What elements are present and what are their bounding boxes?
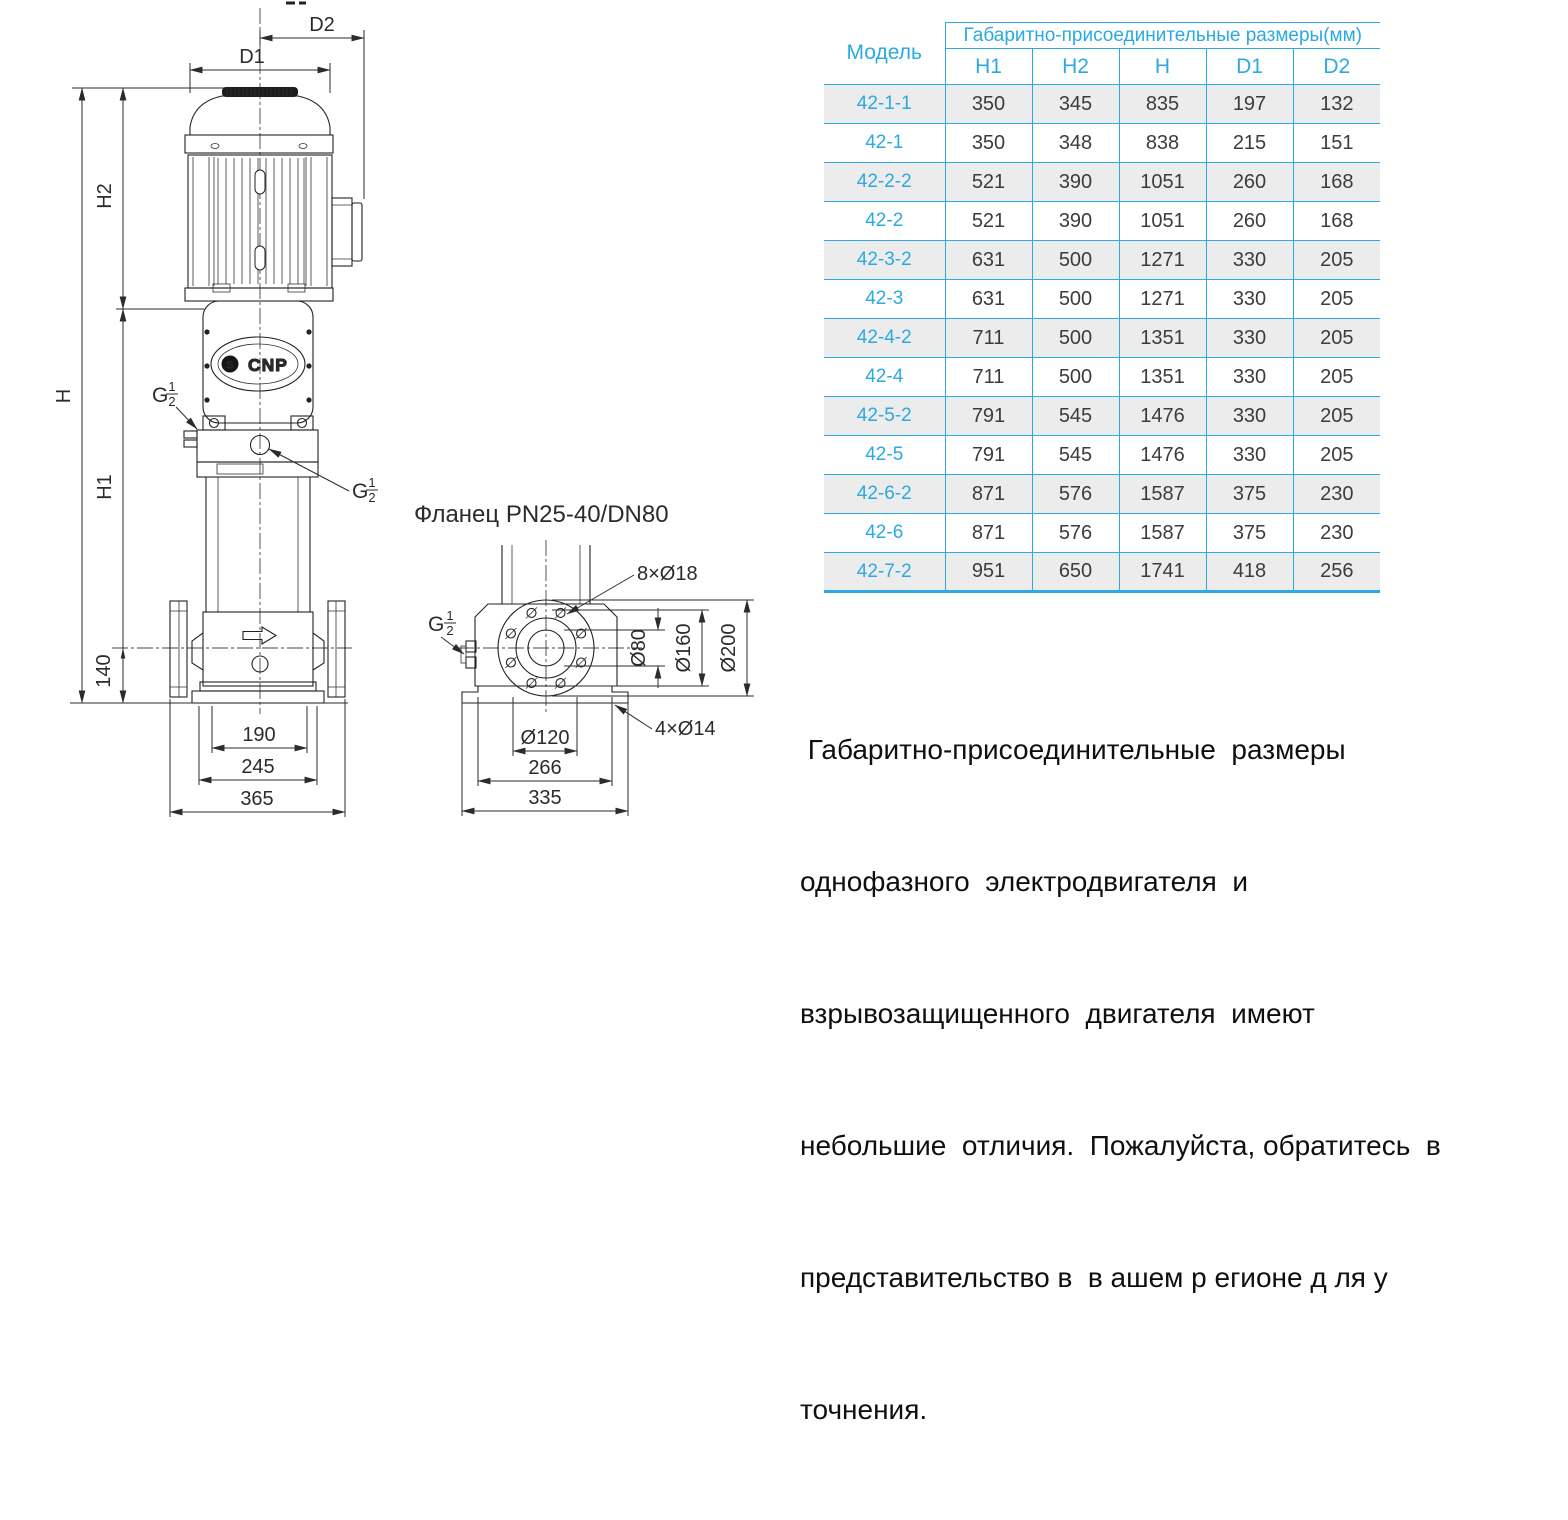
value-cell: 576 (1032, 475, 1119, 514)
value-cell: 205 (1293, 436, 1380, 475)
table-row (824, 514, 1380, 553)
dim-245-label: 245 (241, 756, 275, 778)
value-cell: 500 (1032, 358, 1119, 397)
model-column-header: Модель (846, 41, 922, 65)
d80-label: Ø80 (628, 629, 650, 667)
value-cell: 1741 (1119, 553, 1206, 592)
value-cell: 418 (1206, 553, 1293, 592)
model-cell: 42-3 (824, 280, 945, 319)
table-row (824, 358, 1380, 397)
value-cell: 1476 (1119, 397, 1206, 436)
value-cell: 1351 (1119, 319, 1206, 358)
value-cell: 205 (1293, 319, 1380, 358)
value-cell: 345 (1032, 85, 1119, 124)
dim-266-label: 266 (528, 757, 562, 779)
note-paragraph (800, 640, 1560, 1520)
cnp-logo-text: CNP (248, 355, 288, 375)
value-cell: 545 (1032, 436, 1119, 475)
value-cell: 348 (1032, 124, 1119, 163)
h1-label: H1 (94, 474, 116, 500)
model-cell: 42-4 (824, 358, 945, 397)
pump-technical-drawing (0, 0, 790, 911)
value-cell: 500 (1032, 280, 1119, 319)
dim-140-label: 140 (93, 654, 115, 688)
foot-holes-label: 4×Ø14 (655, 718, 716, 740)
value-cell: 330 (1206, 319, 1293, 358)
value-cell: 871 (945, 514, 1032, 553)
d120-label: Ø120 (520, 727, 570, 749)
centerlines (112, 8, 642, 714)
note-line: точнения. (800, 1394, 928, 1425)
model-cell: 42-2-2 (824, 163, 945, 202)
value-cell: 132 (1293, 85, 1380, 124)
value-cell: 711 (945, 319, 1032, 358)
value-cell: 230 (1293, 514, 1380, 553)
dimension-d2 (260, 14, 364, 199)
model-cell: 42-5-2 (824, 397, 945, 436)
base-lower (192, 691, 324, 703)
g-numerator: 1 (446, 608, 454, 623)
flange-title: Фланец PN25-40/DN80 (414, 501, 669, 528)
model-cell: 42-2 (824, 202, 945, 241)
dimension-d200 (552, 600, 754, 696)
value-cell: 871 (945, 475, 1032, 514)
column-header-h: H (1119, 49, 1206, 85)
value-cell: 1271 (1119, 241, 1206, 280)
note-line: однофазного электродвигателя и (800, 866, 1248, 897)
dim-365-label: 365 (240, 788, 274, 810)
note-line: взрывозащищенного двигателя имеют (800, 998, 1315, 1029)
pump-column (206, 477, 310, 612)
dimensions-table (824, 22, 1380, 593)
model-cell: 42-6 (824, 514, 945, 553)
table-header (824, 23, 1380, 85)
table-row (824, 553, 1380, 592)
g-denominator: 2 (168, 394, 176, 409)
model-cell: 42-7-2 (824, 553, 945, 592)
value-cell: 500 (1032, 319, 1119, 358)
d200-label: Ø200 (718, 623, 740, 673)
table-row (824, 319, 1380, 358)
value-cell: 205 (1293, 280, 1380, 319)
dim-190-label: 190 (242, 724, 276, 746)
column-header-h2: H2 (1032, 49, 1119, 85)
model-cell: 42-4-2 (824, 319, 945, 358)
value-cell: 390 (1032, 202, 1119, 241)
value-cell: 256 (1293, 553, 1380, 592)
bolt-count-label: 8×Ø18 (637, 563, 698, 585)
value-cell: 1587 (1119, 514, 1206, 553)
dimension-8xd18 (567, 563, 698, 614)
dimension-140 (93, 648, 125, 688)
h2-label: H2 (94, 183, 116, 209)
note-line: Габаритно-присоединительные размеры (800, 734, 1346, 765)
pump-head (184, 416, 318, 477)
value-cell: 521 (945, 202, 1032, 241)
value-cell: 260 (1206, 163, 1293, 202)
value-cell: 390 (1032, 163, 1119, 202)
flange-view (414, 501, 754, 816)
coupling-lantern (203, 301, 313, 423)
value-cell: 260 (1206, 202, 1293, 241)
h-label: H (53, 388, 75, 404)
table-row (824, 124, 1380, 163)
value-cell: 631 (945, 280, 1032, 319)
value-cell: 350 (945, 124, 1032, 163)
g-denominator: 2 (368, 490, 376, 505)
model-cell: 42-5 (824, 436, 945, 475)
motor-base-plate (185, 284, 333, 301)
dimension-190 (212, 706, 307, 753)
model-cell: 42-6-2 (824, 475, 945, 514)
value-cell: 330 (1206, 241, 1293, 280)
value-cell: 545 (1032, 397, 1119, 436)
value-cell: 1351 (1119, 358, 1206, 397)
value-cell: 330 (1206, 436, 1293, 475)
dimension-h (53, 88, 224, 703)
value-cell: 330 (1206, 397, 1293, 436)
value-cell: 1051 (1119, 202, 1206, 241)
g-letter: G (428, 613, 445, 636)
value-cell: 1051 (1119, 163, 1206, 202)
value-cell: 835 (1119, 85, 1206, 124)
value-cell: 1476 (1119, 436, 1206, 475)
table-row (824, 202, 1380, 241)
value-cell: 375 (1206, 475, 1293, 514)
value-cell: 791 (945, 397, 1032, 436)
value-cell: 168 (1293, 202, 1380, 241)
column-header-d2: D2 (1293, 49, 1380, 85)
value-cell: 205 (1293, 397, 1380, 436)
value-cell: 791 (945, 436, 1032, 475)
value-cell: 650 (1032, 553, 1119, 592)
table-row (824, 436, 1380, 475)
cnp-logo-mark-letter: S (226, 359, 234, 372)
dimension-d120 (513, 697, 577, 756)
suction-flange (170, 601, 187, 697)
table-row (824, 85, 1380, 124)
column-header-d1: D1 (1206, 49, 1293, 85)
g-half-label-left (152, 379, 197, 429)
g-letter: G (152, 384, 169, 407)
table-row (824, 163, 1380, 202)
dimension-4xd14 (615, 705, 716, 740)
value-cell: 205 (1293, 358, 1380, 397)
g-numerator: 1 (168, 379, 176, 394)
group-header: Габаритно-присоединительные размеры(мм) (945, 23, 1380, 49)
model-cell: 42-3-2 (824, 241, 945, 280)
value-cell: 631 (945, 241, 1032, 280)
value-cell: 205 (1293, 241, 1380, 280)
motor-fan-cover (185, 87, 333, 153)
value-cell: 350 (945, 85, 1032, 124)
value-cell: 1271 (1119, 280, 1206, 319)
d1-label: D1 (239, 46, 265, 68)
g-half-label-flange (428, 608, 464, 654)
cnp-logo (211, 337, 305, 391)
dimension-h1 (94, 309, 123, 703)
value-cell: 330 (1206, 280, 1293, 319)
g-numerator: 1 (368, 475, 376, 490)
note-line: представительство в в ашем р егионе д ля у (800, 1262, 1388, 1293)
note-line: небольшие отличия. Пожалуйста, обратитесь в (800, 1130, 1441, 1161)
flange-base (462, 686, 628, 703)
value-cell: 500 (1032, 241, 1119, 280)
d160-label: Ø160 (673, 623, 695, 673)
value-cell: 215 (1206, 124, 1293, 163)
value-cell: 711 (945, 358, 1032, 397)
discharge-flange (328, 601, 345, 697)
table-row (824, 475, 1380, 514)
g-denominator: 2 (446, 623, 454, 638)
model-cell: 42-1-1 (824, 85, 945, 124)
pump-front-view (70, 87, 362, 703)
value-cell: 168 (1293, 163, 1380, 202)
side-port-bottom (184, 440, 197, 447)
value-cell: 951 (945, 553, 1032, 592)
value-cell: 1587 (1119, 475, 1206, 514)
dim-335-label: 335 (528, 787, 562, 809)
d2-label: D2 (309, 14, 335, 36)
value-cell: 838 (1119, 124, 1206, 163)
value-cell: 151 (1293, 124, 1380, 163)
value-cell: 330 (1206, 358, 1293, 397)
column-header-h1: H1 (945, 49, 1032, 85)
value-cell: 375 (1206, 514, 1293, 553)
value-cell: 197 (1206, 85, 1293, 124)
value-cell: 521 (945, 163, 1032, 202)
motor-terminal-box (332, 198, 362, 266)
table-row (824, 241, 1380, 280)
table-row (824, 397, 1380, 436)
g-letter: G (352, 480, 369, 503)
model-cell: 42-1 (824, 124, 945, 163)
value-cell: 230 (1293, 475, 1380, 514)
value-cell: 576 (1032, 514, 1119, 553)
side-port-top (184, 431, 197, 438)
table-row (824, 280, 1380, 319)
flow-arrow-icon (243, 627, 276, 644)
